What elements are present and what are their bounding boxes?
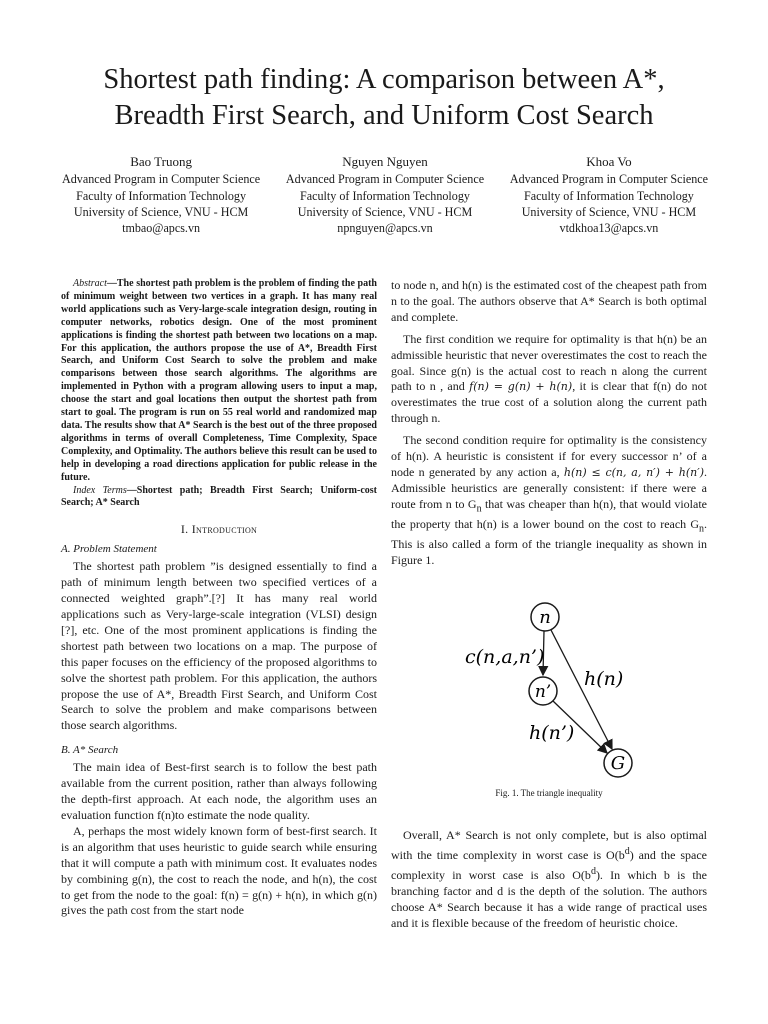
node-n-label: n [539,607,551,629]
author-2 [286,154,484,236]
p4-sup-2: d [590,866,596,877]
p3-sub-1: n [476,503,482,515]
p3-text-d: . This is also called a form of the triangle inequality as shown in Figure 1. [391,517,707,568]
edge-c-label: c(n,a,n’) [465,646,545,669]
author-3 [510,154,708,236]
author-name: Bao Truong [130,154,192,169]
p3-math: h(n) ≤ c(n, a, n′) + h(n′) [563,465,704,479]
author-faculty: Faculty of Information Technology [523,188,694,203]
author-university: University of Science, VNU - HCM [297,204,473,219]
figure-caption: Fig. 1. The triangle inequality [495,788,603,799]
section-number: I. [180,522,189,537]
p3-sub-2: n [699,523,704,535]
p2-math: f(n) = g(n) + h(n) [469,380,573,394]
a-star-paragraph-2: A, perhaps the most widely known form of best-first search. It is an algorithm that uses heuristic to guide search while ensuring that it will compute a path with minimum cost. It evaluates nodes by combining g(n), the cost to reach the node, and h(n), the cost to get from the node to the goal: f(n) = g(n) + h(n), in which g(n) gives the path cost from the start node [61,823,377,918]
abstract-text: —The shortest path problem is the problem of finding the path of minimum weight between two vertices in a graph. It has many real world applications such as Very-large-scale integration design, routing in computer networks, robotics design. One of the most prominent applications is finding the shortest path between two locations on a map. For this application, the authors propose the use of A*, Breadth First Search, and Uniform Cost Search to solve the problem and make comparisons between those search algorithms. The algorithms are implemented in Python with a program allowing users to input a map, choose the start and goal locations then output the shortest path from start to goal. The program is run on 55 real world and randomized map data. The results show that A* Search is the best out of the three proposed algorithms in terms of overall Completeness, Time Complexity, Space Complexity, and Optimality. The authors believe this result can be used to help in developing a road directions application for public release in the future. [61,278,377,483]
edge-hnp-label: h(n’) [529,722,575,745]
section-heading-introduction [61,522,377,537]
edge-hn-label: h(n) [584,668,624,691]
left-column [61,278,377,919]
abstract-label: Abstract [73,278,107,289]
right-column [391,278,707,932]
index-terms [61,485,377,511]
p4-text-a: Overall, A* Search is not only complete, but is also optimal with the time complexity in worst case is O(b [391,828,707,863]
right-paragraph-3 [391,433,707,569]
right-paragraph-1: to node n, and h(n) is the estimated cost of the cheapest path from n to the goal. The authors observe that A* Search is both optimal and complete. [391,278,707,324]
author-university: University of Science, VNU - HCM [521,204,697,219]
p4-sup-1: d [624,846,630,858]
paper-title [40,62,728,134]
subsection-heading-problem-statement: A. Problem Statement [61,543,157,556]
author-faculty: Faculty of Information Technology [76,188,247,203]
p3-text-b: . Admissible heuristics are generally consistent: if there were a route from n to G [391,464,707,511]
index-terms-text: —Shortest path; Breadth First Search; Uniform-cost Search; A* Search [61,484,377,509]
node-g-label: G [610,753,626,775]
author-1 [62,154,260,236]
author-program: Advanced Program in Computer Science [62,172,261,187]
author-program: Advanced Program in Computer Science [285,172,485,187]
author-email: npnguyen@apcs.vn [337,221,433,236]
section-title: Introduction [191,522,258,537]
p4-text-c: ). In which b is the branching factor and d is the depth of the solution. The authors choose A* Search because it has a wide range of practical uses and it is flexible because of the freedom of heuristic choice. [391,868,707,930]
p2-text-b: , it is clear that f(n) do not overestimates the true cost of a solution along the current path through n. [391,379,707,426]
triangle-inequality-diagram [431,599,661,779]
right-paragraph-4 [391,828,707,931]
author-university: University of Science, VNU - HCM [73,204,249,219]
author-name: Nguyen Nguyen [342,154,428,169]
a-star-paragraph-1: The main idea of Best-first search is to follow the best path available from the current position, rather than always following the depth-first approach. At each node, the algorithm uses an evaluation function f(n)to estimate the node quality. [61,760,377,822]
p2-text-a: The first condition we require for optimality is that h(n) be an admissible heuristic that never overestimates the cost to reach the goal. Since g(n) is the actual cost to reach n along the current path to n , and [391,331,707,394]
right-paragraph-2 [391,332,707,427]
title-line-2: Breadth First Search, and Uniform Cost Search [114,100,654,131]
author-email: vtdkhoa13@apcs.vn [559,221,659,236]
p3-text-c: that was cheaper than h(n), that would violate the property that h(n) is a lower bound on the cost to reach G [391,496,708,532]
p4-text-b: ) and the space complexity in worst case is also O(b [391,848,708,882]
index-terms-label: Index Terms [73,484,127,496]
node-n-prime-label: n’ [534,682,552,703]
problem-statement-paragraph: The shortest path problem ”is designed essentially to find a path of minimum length between two specified vertices of a connected weighted graph”.[?] It has many real world applications such as Very-large-scale integration (VLSI) design [?], etc. One of the most prominent applications is finding the shortest path between two locations on a map. The purpose of this paper focuses on the efficiency of the proposed algorithms to solve the shortest path problem. For this application, the authors propose the use of A*, Breadth First Search, and Uniform Cost Search to solve the problem and make comparisons between those search algorithms. [61,559,377,733]
subsection-heading-a-star: B. A* Search [61,744,119,757]
author-email: tmbao@apcs.vn [122,221,201,236]
title-line-1: Shortest path finding: A comparison between A*, [103,64,665,95]
author-faculty: Faculty of Information Technology [300,188,470,203]
author-name: Khoa Vo [586,154,632,169]
abstract [61,278,377,485]
author-program: Advanced Program in Computer Science [509,172,708,187]
author-block [62,154,708,236]
figure-1 [391,599,707,799]
p3-text-a: The second condition require for optimality is the consistency of h(n). A heuristic is consistent if for every successor n’ of a node n generated by any action a, [391,433,707,479]
